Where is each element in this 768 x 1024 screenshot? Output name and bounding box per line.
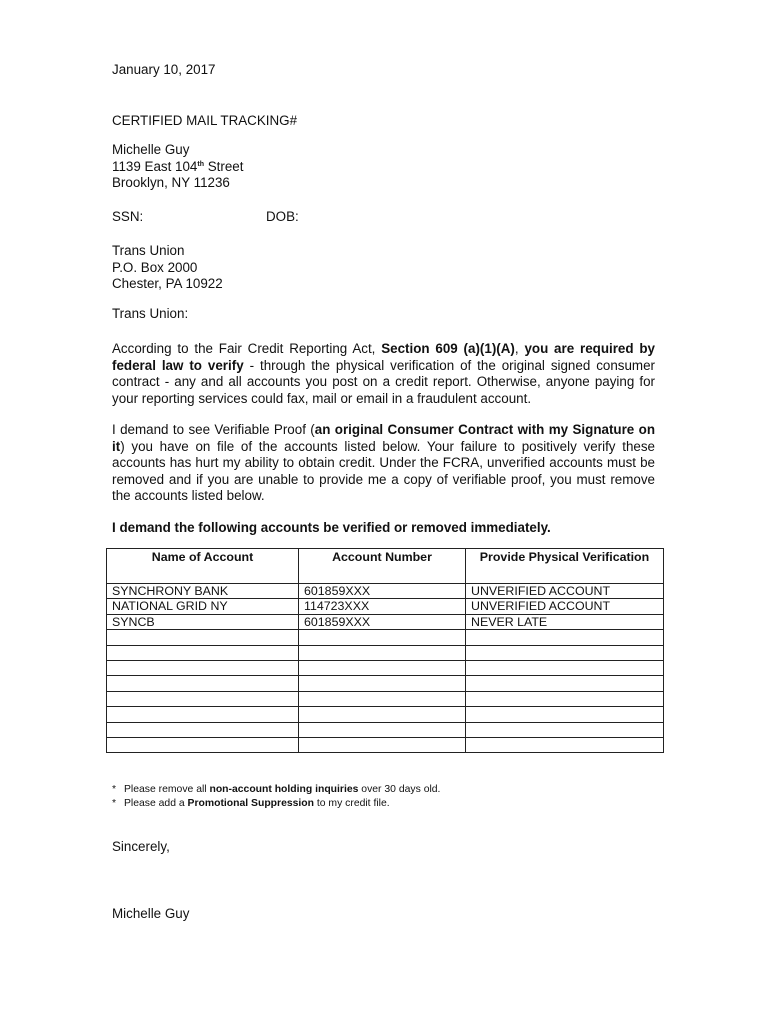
cell-account-number <box>299 676 466 691</box>
table-row <box>107 645 664 660</box>
sender-address <box>112 142 243 192</box>
cell-account-name: SYNCHRONY BANK <box>107 584 299 599</box>
paragraph-fcra: According to the Fair Credit Reporting Act, Section 609 (a)(1)(A), you are required by federal law to verify - through the physical verification of the original signed consumer contract - any and all accounts you post on a credit report. Otherwise, anyone paying for your reporting services could fax, mail or email in a fraudulent account. <box>112 341 656 406</box>
table-row <box>107 599 664 614</box>
cell-account-name <box>107 737 299 752</box>
recipient-name: Trans Union <box>112 243 185 258</box>
footnote-suppression: * Please add a Promotional Suppression to my credit file. <box>112 798 390 809</box>
cell-account-name: SYNCB <box>107 614 299 629</box>
cell-verification: NEVER LATE <box>466 614 664 629</box>
recipient-city: Chester, PA 10922 <box>112 276 223 291</box>
cell-verification <box>466 707 664 722</box>
cell-account-name <box>107 660 299 675</box>
footnote-inquiries: * Please remove all non-account holding inquiries over 30 days old. <box>112 784 441 795</box>
ssn-label: SSN: <box>112 209 144 224</box>
cell-account-name <box>107 707 299 722</box>
cell-verification <box>466 722 664 737</box>
bullet-star: * <box>112 798 117 809</box>
table-header-row <box>107 549 664 584</box>
cell-account-number <box>299 660 466 675</box>
footnotes <box>112 783 440 811</box>
cell-verification: UNVERIFIED ACCOUNT <box>466 584 664 599</box>
header-account-name: Name of Account <box>107 549 299 584</box>
sender-name: Michelle Guy <box>112 142 190 157</box>
table-row <box>107 614 664 629</box>
sender-city: Brooklyn, NY 11236 <box>112 175 230 190</box>
tracking-line: CERTIFIED MAIL TRACKING# <box>112 113 298 128</box>
signature-name: Michelle Guy <box>112 906 190 921</box>
paragraph-verifiable-proof: I demand to see Verifiable Proof (an original Consumer Contract with my Signature on it) you have on file of the accounts listed below. Your failure to positively verify these accounts has hurt my ability to obtain credit. Under the FCRA, unverified accounts must be removed and if you are unable to provide me a copy of verifiable proof, you must remove the accounts listed below. <box>112 422 655 503</box>
cell-account-name <box>107 722 299 737</box>
cell-verification <box>466 645 664 660</box>
cell-account-number: 601859XXX <box>299 584 466 599</box>
cell-account-number <box>299 630 466 645</box>
letter-date: January 10, 2017 <box>112 62 216 77</box>
table-row <box>107 737 664 752</box>
cell-account-number <box>299 722 466 737</box>
cell-account-number <box>299 691 466 706</box>
header-account-number: Account Number <box>299 549 466 584</box>
recipient-po-box: P.O. Box 2000 <box>112 259 198 275</box>
table-row <box>107 630 664 645</box>
table-row <box>107 722 664 737</box>
cell-verification <box>466 660 664 675</box>
cell-account-name <box>107 645 299 660</box>
accounts-table <box>106 548 664 753</box>
table-row <box>107 691 664 706</box>
salutation: Trans Union: <box>112 306 189 321</box>
bullet-star: * <box>112 784 117 795</box>
cell-account-number <box>299 707 466 722</box>
cell-verification <box>466 737 664 752</box>
table-row <box>107 676 664 691</box>
recipient-address <box>112 243 223 293</box>
sender-street: 1139 East 104th Street <box>112 158 244 174</box>
cell-account-name <box>107 630 299 645</box>
cell-verification: UNVERIFIED ACCOUNT <box>466 599 664 614</box>
cell-account-name <box>107 691 299 706</box>
cell-account-name <box>107 676 299 691</box>
cell-account-number: 601859XXX <box>299 614 466 629</box>
closing: Sincerely, <box>112 839 170 854</box>
cell-account-number <box>299 645 466 660</box>
cell-account-number: 114723XXX <box>299 599 466 614</box>
dob-label: DOB: <box>266 209 299 224</box>
demand-statement: I demand the following accounts be verified or removed immediately. <box>112 520 551 535</box>
cell-verification <box>466 691 664 706</box>
table-row <box>107 707 664 722</box>
header-verification: Provide Physical Verification <box>466 549 664 584</box>
cell-account-number <box>299 737 466 752</box>
table-row <box>107 584 664 599</box>
cell-account-name: NATIONAL GRID NY <box>107 599 299 614</box>
cell-verification <box>466 676 664 691</box>
cell-verification <box>466 630 664 645</box>
table-row <box>107 660 664 675</box>
